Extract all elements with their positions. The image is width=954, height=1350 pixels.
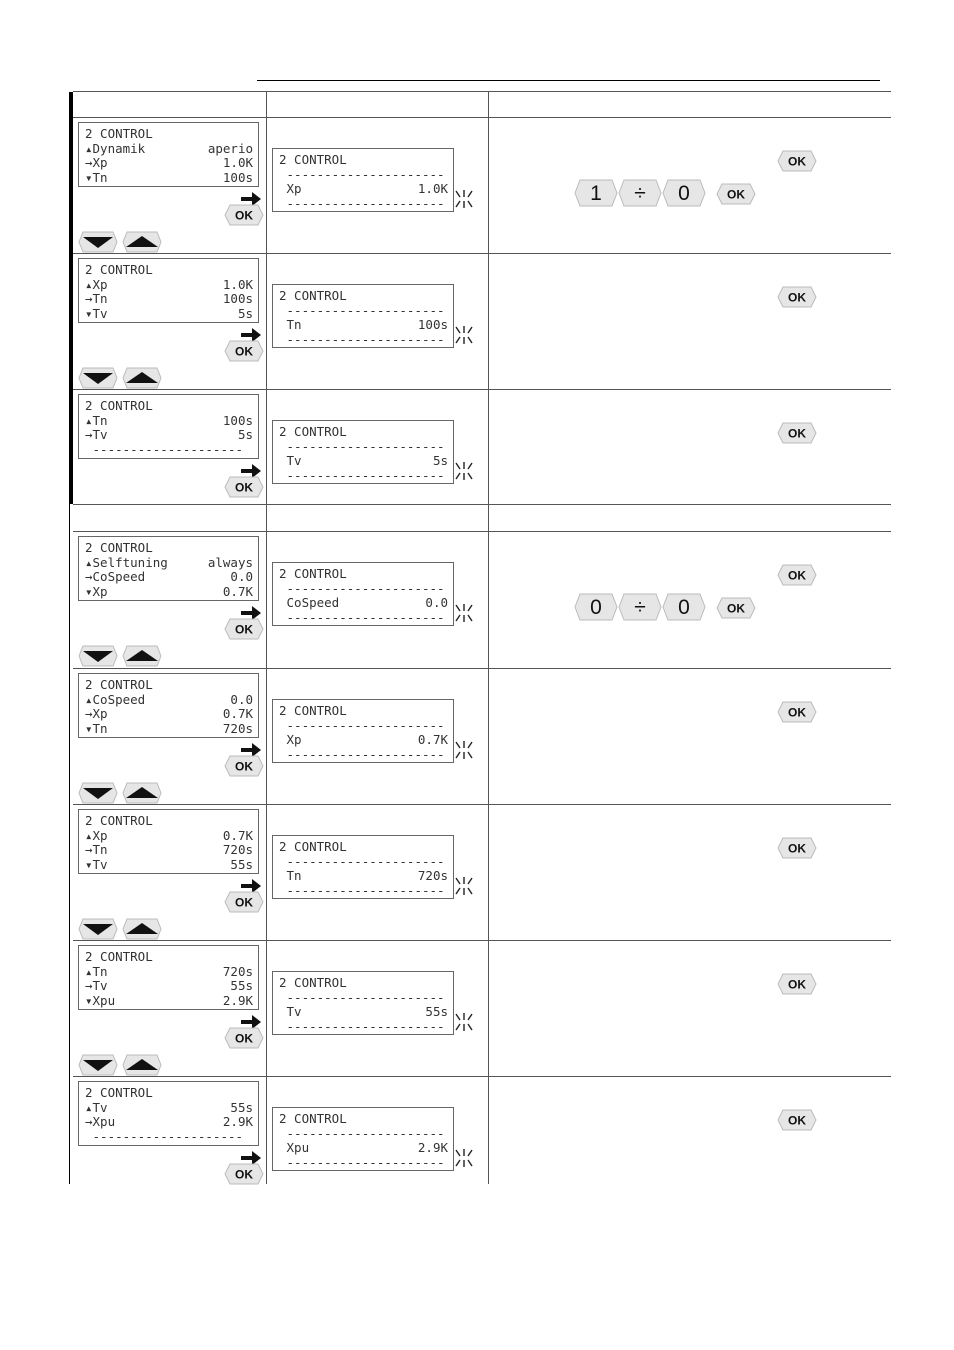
- edit-lcd-display: [272, 420, 454, 484]
- ok-button[interactable]: [224, 203, 264, 227]
- scroll-up-marker-icon: ▴: [85, 140, 93, 156]
- lcd-line-label: [85, 414, 108, 429]
- lcd-param-value: 0.0: [425, 595, 448, 610]
- lcd-param-name: Tn: [279, 868, 302, 883]
- lcd-edit-line: [279, 1141, 448, 1156]
- cursor-marker-icon: →: [85, 427, 93, 442]
- scroll-down-marker-icon: ▾: [85, 992, 93, 1008]
- lcd-title: [279, 289, 448, 304]
- lcd-dash-line: ---------------------: [279, 990, 445, 1005]
- lcd-param-name: Tn: [92, 291, 108, 306]
- nav-buttons: [78, 367, 162, 389]
- blinking-cursor-icon: [453, 739, 475, 761]
- key-label: ÷: [634, 182, 646, 205]
- lcd-menu-line: [85, 171, 253, 186]
- lcd-param-value: 0.7K: [222, 827, 253, 843]
- lcd-dash-line: ---------------------: [279, 332, 445, 347]
- lcd-param-name: Tv: [279, 1004, 302, 1019]
- lcd-line-label: [85, 693, 145, 708]
- lcd-param-name: Xpu: [92, 992, 116, 1008]
- ok-label: OK: [235, 1167, 253, 1182]
- ok-button[interactable]: [224, 475, 264, 499]
- ok-button[interactable]: [777, 421, 817, 445]
- menu-lcd-display: [78, 122, 259, 187]
- lcd-title-text: 2 CONTROL: [279, 703, 347, 718]
- lcd-param-value: always: [207, 554, 253, 570]
- lcd-menu-line: [85, 570, 253, 585]
- lcd-title-text: 2 CONTROL: [85, 949, 153, 964]
- lcd-param-name: Tn: [92, 842, 108, 857]
- ok-label: OK: [788, 426, 806, 441]
- lcd-menu-line: [85, 585, 253, 600]
- lcd-dash-line: --------------------: [85, 1128, 244, 1144]
- lcd-title: [85, 950, 253, 965]
- lcd-menu-line: [85, 1101, 253, 1116]
- lcd-edit-line: [279, 869, 448, 884]
- ok-label: OK: [788, 1113, 806, 1128]
- ok-button[interactable]: [224, 617, 264, 641]
- ok-label: OK: [788, 568, 806, 583]
- key-label: 0: [678, 182, 690, 205]
- lcd-title-text: 2 CONTROL: [279, 288, 347, 303]
- scroll-up-marker-icon: ▴: [85, 412, 93, 428]
- ok-label: OK: [235, 208, 253, 223]
- lcd-dash-line: ---------------------: [279, 167, 445, 182]
- lcd-line-label: [85, 556, 168, 571]
- edit-lcd-display: [272, 699, 454, 763]
- lcd-line-label: [85, 428, 108, 443]
- lcd-title: [279, 704, 448, 719]
- ok-button[interactable]: [224, 890, 264, 914]
- lcd-title-text: 2 CONTROL: [279, 152, 347, 167]
- blinking-cursor-icon: [453, 324, 475, 346]
- lcd-param-value: 720s: [222, 720, 253, 736]
- scroll-down-marker-icon: ▾: [85, 169, 93, 185]
- scroll-up-marker-icon: ▴: [85, 691, 93, 707]
- edit-lcd-display: [272, 562, 454, 626]
- lcd-param-name: Tn: [92, 963, 108, 979]
- ok-button[interactable]: [224, 754, 264, 778]
- lcd-param-name: Xpu: [279, 1140, 310, 1155]
- lcd-param-value: 720s: [417, 868, 448, 883]
- ok-button[interactable]: [777, 149, 817, 173]
- lcd-menu-line: [85, 278, 253, 293]
- table-rule: [73, 253, 891, 254]
- lcd-param-name: Xp: [92, 827, 108, 843]
- ok-button[interactable]: [777, 285, 817, 309]
- edit-lcd-display: [272, 1107, 454, 1171]
- blinking-cursor-icon: [453, 1147, 475, 1169]
- lcd-line-label: [85, 278, 108, 293]
- down-arrow-button[interactable]: [78, 231, 118, 253]
- lcd-param-name: Tn: [92, 169, 108, 185]
- lcd-param-value: 100s: [222, 169, 253, 185]
- lcd-dash-line: ---------------------: [279, 468, 445, 483]
- lcd-title-text: 2 CONTROL: [85, 540, 153, 555]
- lcd-title: [85, 263, 253, 278]
- menu-lcd-display: [78, 673, 259, 738]
- lcd-dash-line: ---------------------: [279, 439, 445, 454]
- lcd-line-label: [85, 156, 108, 171]
- lcd-dash-line: ---------------------: [279, 718, 445, 733]
- section-marker-bar: [69, 92, 73, 504]
- lcd-title: [85, 399, 253, 414]
- edit-lcd-display: [272, 835, 454, 899]
- scroll-down-marker-icon: ▾: [85, 720, 93, 736]
- scroll-up-marker-icon: ▴: [85, 827, 93, 843]
- ok-label: OK: [788, 977, 806, 992]
- lcd-menu-line: [85, 307, 253, 322]
- ok-button[interactable]: [716, 182, 756, 206]
- lcd-param-name: Xp: [92, 706, 108, 721]
- lcd-title-text: 2 CONTROL: [279, 424, 347, 439]
- key-label: ÷: [634, 596, 646, 619]
- lcd-param-value: aperio: [207, 140, 253, 156]
- lcd-line-label: [85, 585, 108, 600]
- cursor-marker-icon: →: [85, 155, 93, 170]
- lcd-param-name: Tv: [92, 856, 108, 872]
- lcd-edit-line: [279, 182, 448, 197]
- ok-button[interactable]: [777, 700, 817, 724]
- lcd-title-text: 2 CONTROL: [279, 566, 347, 581]
- key-label: 0: [678, 596, 690, 619]
- digit-key[interactable]: [574, 179, 618, 207]
- lcd-param-value: 100s: [417, 317, 448, 332]
- digit-key[interactable]: [618, 593, 662, 621]
- scroll-up-marker-icon: ▴: [85, 276, 93, 292]
- up-arrow-button[interactable]: [122, 918, 162, 940]
- nav-buttons: [78, 918, 162, 940]
- lcd-param-name: Tn: [279, 317, 302, 332]
- down-arrow-button[interactable]: [78, 918, 118, 940]
- lcd-title-text: 2 CONTROL: [85, 398, 153, 413]
- lcd-line-label: [85, 829, 108, 844]
- digit-key[interactable]: [574, 593, 618, 621]
- lcd-line-label: [85, 142, 145, 157]
- ok-button[interactable]: [777, 563, 817, 587]
- lcd-dash-line: ---------------------: [279, 1155, 445, 1170]
- nav-buttons: [78, 231, 162, 253]
- lcd-param-value: 720s: [222, 842, 253, 857]
- lcd-title-text: 2 CONTROL: [85, 126, 153, 141]
- ok-label: OK: [727, 601, 745, 616]
- menu-lcd-display: [78, 809, 259, 874]
- down-arrow-button[interactable]: [78, 645, 118, 667]
- table-rule: [73, 940, 891, 941]
- lcd-param-name: Tv: [279, 453, 302, 468]
- menu-lcd-display: [78, 394, 259, 459]
- lcd-menu-line: [85, 693, 253, 708]
- lcd-edit-line: [279, 596, 448, 611]
- lcd-param-value: 1.0K: [222, 276, 253, 292]
- lcd-menu-line: [85, 843, 253, 858]
- lcd-param-value: 5s: [432, 453, 448, 468]
- lcd-menu-line: [85, 443, 253, 458]
- lcd-param-value: 55s: [425, 1004, 448, 1019]
- lcd-edit-line: [279, 733, 448, 748]
- lcd-param-value: 5s: [237, 305, 253, 321]
- digit-key[interactable]: [662, 593, 706, 621]
- lcd-title: [85, 678, 253, 693]
- table-rule: [73, 117, 891, 118]
- up-arrow-button[interactable]: [122, 367, 162, 389]
- lcd-line-label: [85, 1115, 115, 1130]
- lcd-menu-line: [85, 994, 253, 1009]
- lcd-title: [279, 153, 448, 168]
- lcd-line-label: [85, 979, 108, 994]
- lcd-param-value: 720s: [222, 963, 253, 979]
- lcd-menu-line: [85, 1130, 253, 1145]
- lcd-param-name: Tn: [92, 720, 108, 736]
- lcd-dash-line: ---------------------: [279, 747, 445, 762]
- lcd-edit-line: [279, 318, 448, 333]
- lcd-param-value: 0.7K: [222, 706, 253, 721]
- menu-lcd-display: [78, 945, 259, 1010]
- ok-button[interactable]: [777, 1108, 817, 1132]
- lcd-menu-line: [85, 156, 253, 171]
- lcd-title-text: 2 CONTROL: [279, 1111, 347, 1126]
- ok-label: OK: [235, 1031, 253, 1046]
- lcd-param-name: Dynamik: [92, 140, 146, 156]
- lcd-edit-line: [279, 1005, 448, 1020]
- lcd-title: [279, 1112, 448, 1127]
- lcd-title: [279, 976, 448, 991]
- lcd-dash-line: ---------------------: [279, 1126, 445, 1141]
- lcd-line-label: [85, 307, 108, 322]
- table-rule: [73, 91, 891, 92]
- lcd-dash-line: ---------------------: [279, 610, 445, 625]
- ok-label: OK: [235, 895, 253, 910]
- lcd-line-label: [85, 570, 145, 585]
- lcd-param-name: Xp: [279, 732, 302, 747]
- lcd-param-value: 100s: [222, 291, 253, 306]
- blinking-cursor-icon: [453, 188, 475, 210]
- lcd-menu-line: [85, 707, 253, 722]
- menu-lcd-display: [78, 258, 259, 323]
- blinking-cursor-icon: [453, 875, 475, 897]
- lcd-param-name: Tv: [92, 427, 108, 442]
- cursor-marker-icon: →: [85, 569, 93, 584]
- up-arrow-button[interactable]: [122, 231, 162, 253]
- lcd-param-value: 0.7K: [222, 583, 253, 599]
- nav-buttons: [78, 1054, 162, 1076]
- up-arrow-button[interactable]: [122, 782, 162, 804]
- ok-button[interactable]: [716, 596, 756, 620]
- edit-lcd-display: [272, 284, 454, 348]
- ok-label: OK: [235, 344, 253, 359]
- blinking-cursor-icon: [453, 460, 475, 482]
- ok-label: OK: [235, 480, 253, 495]
- ok-button[interactable]: [224, 1162, 264, 1186]
- lcd-menu-line: [85, 142, 253, 157]
- scroll-down-marker-icon: ▾: [85, 856, 93, 872]
- digit-key[interactable]: [662, 179, 706, 207]
- scroll-down-marker-icon: ▾: [85, 305, 93, 321]
- lcd-title: [279, 567, 448, 582]
- ok-label: OK: [235, 622, 253, 637]
- lcd-line-label: [85, 1101, 108, 1116]
- lcd-param-name: CoSpeed: [92, 569, 146, 584]
- lcd-param-value: 2.9K: [222, 992, 253, 1008]
- lcd-title-text: 2 CONTROL: [85, 813, 153, 828]
- lcd-line-label: [85, 858, 108, 873]
- edit-lcd-display: [272, 971, 454, 1035]
- lcd-title: [85, 127, 253, 142]
- lcd-menu-line: [85, 722, 253, 737]
- blinking-cursor-icon: [453, 1011, 475, 1033]
- lcd-menu-line: [85, 979, 253, 994]
- lcd-param-value: 100s: [222, 412, 253, 428]
- lcd-menu-line: [85, 414, 253, 429]
- lcd-title-text: 2 CONTROL: [279, 839, 347, 854]
- cursor-marker-icon: →: [85, 978, 93, 993]
- nav-buttons: [78, 782, 162, 804]
- lcd-title: [85, 1086, 253, 1101]
- ok-label: OK: [788, 705, 806, 720]
- down-arrow-button[interactable]: [78, 367, 118, 389]
- lcd-param-name: CoSpeed: [92, 691, 146, 707]
- key-label: 0: [590, 596, 602, 619]
- cursor-marker-icon: →: [85, 842, 93, 857]
- edit-lcd-display: [272, 148, 454, 212]
- lcd-param-value: 55s: [230, 1099, 253, 1115]
- up-arrow-button[interactable]: [122, 645, 162, 667]
- lcd-title-text: 2 CONTROL: [85, 262, 153, 277]
- lcd-title: [279, 425, 448, 440]
- lcd-param-value: 5s: [237, 427, 253, 442]
- column-divider: [266, 91, 267, 1184]
- menu-lcd-display: [78, 1081, 259, 1146]
- lcd-param-name: Tv: [92, 978, 108, 993]
- lcd-param-name: Selftuning: [92, 554, 168, 570]
- lcd-menu-line: [85, 556, 253, 571]
- lcd-param-value: 0.0: [230, 569, 253, 584]
- nav-buttons: [78, 645, 162, 667]
- section-marker-line: [69, 504, 70, 1184]
- lcd-param-name: Tv: [92, 1099, 108, 1115]
- lcd-param-name: Xp: [92, 276, 108, 292]
- lcd-menu-line: [85, 965, 253, 980]
- lcd-line-label: [85, 722, 108, 737]
- lcd-line-label: [85, 707, 108, 722]
- ok-button[interactable]: [777, 836, 817, 860]
- lcd-dash-line: ---------------------: [279, 581, 445, 596]
- ok-label: OK: [235, 759, 253, 774]
- lcd-dash-line: ---------------------: [279, 1019, 445, 1034]
- lcd-line-label: [85, 965, 108, 980]
- lcd-menu-line: [85, 428, 253, 443]
- lcd-param-value: 1.0K: [417, 181, 448, 196]
- lcd-dash-line: ---------------------: [279, 196, 445, 211]
- lcd-edit-line: [279, 454, 448, 469]
- down-arrow-button[interactable]: [78, 1054, 118, 1076]
- lcd-param-value: 0.7K: [417, 732, 448, 747]
- lcd-dash-line: --------------------: [85, 441, 244, 457]
- lcd-menu-line: [85, 858, 253, 873]
- lcd-line-label: [85, 171, 108, 186]
- lcd-menu-line: [85, 829, 253, 844]
- lcd-param-value: 2.9K: [222, 1114, 253, 1129]
- lcd-title: [85, 814, 253, 829]
- scroll-up-marker-icon: ▴: [85, 554, 93, 570]
- lcd-dash-line: ---------------------: [279, 854, 445, 869]
- lcd-param-name: Tv: [92, 305, 108, 321]
- scroll-up-marker-icon: ▴: [85, 1099, 93, 1115]
- lcd-param-name: Xp: [279, 181, 302, 196]
- header-rule: [257, 80, 880, 81]
- blinking-cursor-icon: [453, 602, 475, 624]
- lcd-param-name: Tn: [92, 412, 108, 428]
- lcd-title-text: 2 CONTROL: [279, 975, 347, 990]
- lcd-title-text: 2 CONTROL: [85, 677, 153, 692]
- down-arrow-button[interactable]: [78, 782, 118, 804]
- lcd-dash-line: ---------------------: [279, 883, 445, 898]
- table-rule: [73, 389, 891, 390]
- lcd-param-name: CoSpeed: [279, 595, 340, 610]
- scroll-down-marker-icon: ▾: [85, 583, 93, 599]
- ok-button[interactable]: [224, 339, 264, 363]
- lcd-dash-line: ---------------------: [279, 303, 445, 318]
- ok-label: OK: [788, 290, 806, 305]
- lcd-line-label: [85, 994, 115, 1009]
- table-rule: [73, 1076, 891, 1077]
- lcd-param-name: Xpu: [92, 1114, 116, 1129]
- lcd-param-name: Xp: [92, 583, 108, 599]
- table-rule: [73, 504, 891, 505]
- lcd-param-value: 55s: [230, 856, 253, 872]
- scroll-up-marker-icon: ▴: [85, 963, 93, 979]
- lcd-param-name: Xp: [92, 155, 108, 170]
- cursor-marker-icon: →: [85, 1114, 93, 1129]
- up-arrow-button[interactable]: [122, 1054, 162, 1076]
- lcd-line-label: [85, 843, 108, 858]
- lcd-title-text: 2 CONTROL: [85, 1085, 153, 1100]
- ok-label: OK: [727, 187, 745, 202]
- digit-key[interactable]: [618, 179, 662, 207]
- lcd-param-value: 1.0K: [222, 155, 253, 170]
- lcd-title: [85, 541, 253, 556]
- lcd-menu-line: [85, 1115, 253, 1130]
- table-rule: [73, 531, 891, 532]
- ok-button[interactable]: [224, 1026, 264, 1050]
- menu-lcd-display: [78, 536, 259, 601]
- lcd-param-value: 0.0: [230, 691, 253, 707]
- key-label: 1: [590, 182, 602, 205]
- cursor-marker-icon: →: [85, 706, 93, 721]
- lcd-title: [279, 840, 448, 855]
- table-rule: [73, 668, 891, 669]
- lcd-param-value: 2.9K: [417, 1140, 448, 1155]
- lcd-line-label: [85, 292, 108, 307]
- ok-label: OK: [788, 841, 806, 856]
- lcd-param-value: 55s: [230, 978, 253, 993]
- cursor-marker-icon: →: [85, 291, 93, 306]
- table-rule: [73, 804, 891, 805]
- column-divider: [488, 91, 489, 1184]
- ok-label: OK: [788, 154, 806, 169]
- ok-button[interactable]: [777, 972, 817, 996]
- lcd-menu-line: [85, 292, 253, 307]
